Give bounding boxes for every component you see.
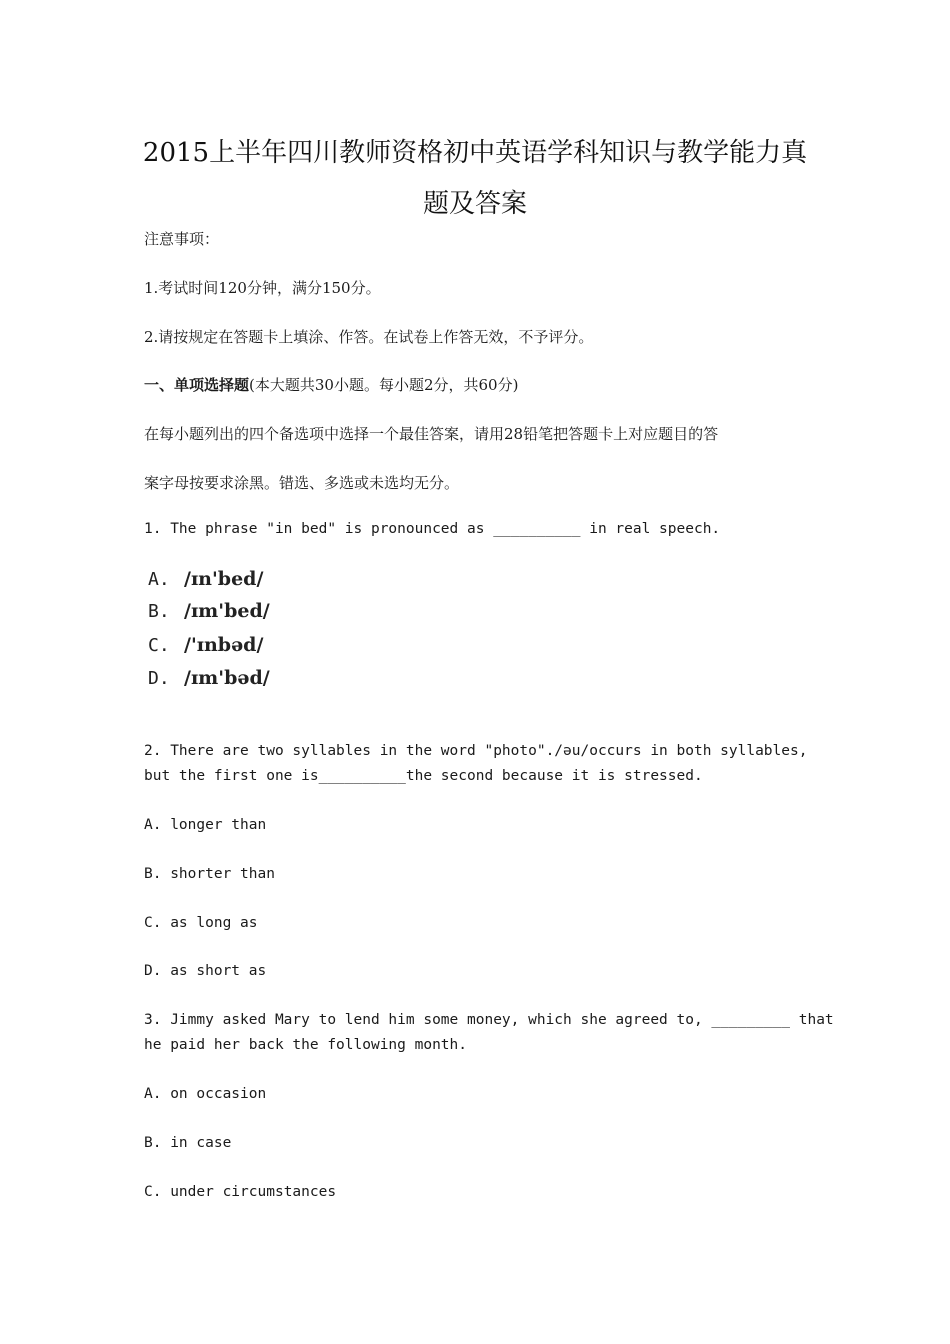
option-text: /ɪm'bed/	[184, 600, 270, 622]
question-3-option-b	[144, 1135, 231, 1151]
section-1-instruction-line-2: 案字母按要求涂黑。错选、多选或未选均无分。	[144, 474, 460, 492]
option-letter: C.	[148, 635, 170, 656]
question-1-option-c	[148, 634, 263, 664]
question-1-option-b	[148, 600, 270, 630]
section-1-title-bold: 一、单项选择题	[144, 376, 250, 394]
option-letter: D.	[144, 963, 162, 979]
question-1-option-d	[148, 667, 270, 697]
option-text: /'ɪnbəd/	[184, 634, 264, 656]
option-letter: C.	[144, 915, 162, 931]
option-text: shorter than	[170, 866, 275, 882]
question-3-stem-line-1: 3. Jimmy asked Mary to lend him some money, which she agreed to, _________ that	[144, 1012, 834, 1028]
question-3-option-c	[144, 1184, 336, 1200]
option-letter: B.	[144, 866, 162, 882]
option-letter: A.	[144, 1086, 162, 1102]
document-title-line-2: 题及答案	[422, 189, 527, 219]
option-text: longer than	[170, 817, 267, 833]
notice-item-1: 1.考试时间120分钟，满分150分。	[144, 279, 381, 297]
option-text: as short as	[170, 963, 267, 979]
option-letter: B.	[144, 1135, 162, 1151]
option-text: on occasion	[170, 1086, 267, 1102]
question-1-option-a	[148, 568, 263, 598]
question-2-option-c	[144, 915, 258, 931]
question-2-stem-line-2: but the first one is__________the second because it is stressed.	[144, 768, 703, 784]
option-text: under circumstances	[170, 1184, 337, 1200]
option-letter: A.	[144, 817, 162, 833]
question-2-stem-line-1: 2. There are two syllables in the word "photo"./əu/occurs in both syllables,	[144, 743, 808, 759]
option-text: as long as	[170, 915, 258, 931]
question-2-option-d	[144, 963, 266, 979]
option-letter: C.	[144, 1184, 162, 1200]
option-letter: D.	[148, 668, 170, 689]
question-3-option-a	[144, 1086, 266, 1102]
section-1-title	[144, 374, 518, 395]
question-3-stem-line-2: he paid her back the following month.	[144, 1037, 468, 1053]
section-1-title-rest: (本大题共30小题。每小题2分，共60分)	[249, 376, 519, 394]
notice-heading: 注意事项：	[144, 230, 220, 248]
document-title-line-1: 2015上半年四川教师资格初中英语学科知识与教学能力真	[142, 138, 808, 168]
question-1-stem: 1. The phrase "in bed" is pronounced as __________ in real speech.	[144, 521, 721, 537]
notice-item-2: 2.请按规定在答题卡上填涂、作答。在试卷上作答无效，不予评分。	[144, 328, 594, 346]
section-1-instruction-line-1: 在每小题列出的四个备选项中选择一个最佳答案，请用28铅笔把答题卡上对应题目的答	[144, 425, 719, 443]
option-text: in case	[170, 1135, 232, 1151]
question-2-option-a	[144, 817, 266, 833]
option-text: /ɪn'bed/	[184, 568, 264, 590]
option-letter: B.	[148, 601, 170, 622]
option-letter: A.	[148, 569, 170, 590]
option-text: /ɪm'bəd/	[184, 667, 270, 689]
question-2-option-b	[144, 866, 275, 882]
